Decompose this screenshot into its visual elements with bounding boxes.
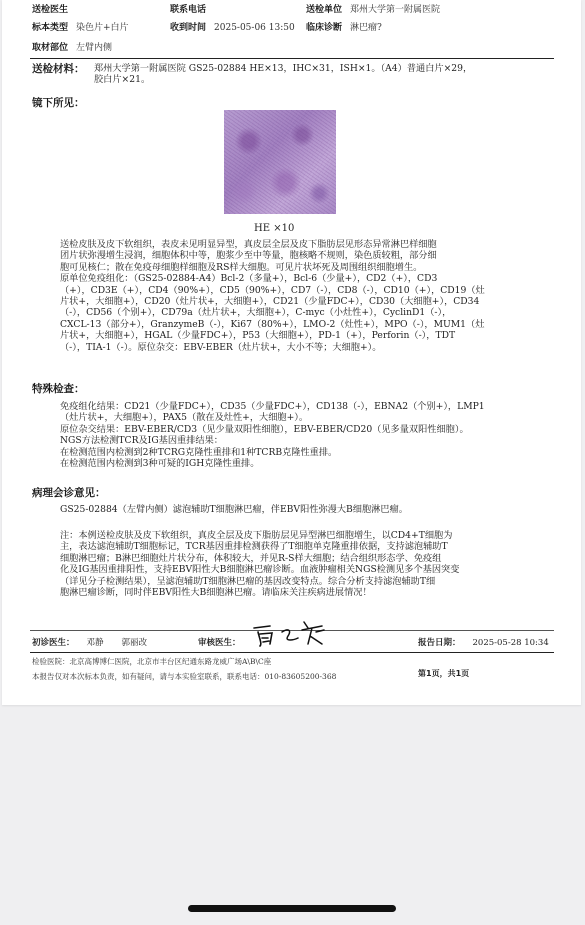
special-line: 在检测范围内检测到3种可疑的IGH克隆性重排。 xyxy=(60,458,260,470)
microscopy-line: 胞可见核仁；散在免疫母细胞样细胞及RS样大细胞。可见片状坏死及周围组织细胞增生。 xyxy=(60,261,423,273)
special-line: NGS方法检测TCR及IG基因重排结果： xyxy=(60,435,223,447)
sender-unit-field xyxy=(306,4,440,16)
field-label: 取材部位 xyxy=(32,43,69,53)
report-disclaimer: 本报告仅对本次标本负责，如有疑问，请与本实验室联系，联系电话：010-83605200-368 xyxy=(32,672,337,681)
microscopy-line: 片状+，大细胞+），CD20（灶片状+，大细胞+），CD21（少量FDC+），CD30（大细胞+），CD34 xyxy=(60,296,480,308)
note-line: 胞淋巴瘤诊断，同时伴EBV阳性大B细胞淋巴瘤。请临床关注疾病进展情况！ xyxy=(60,587,372,599)
field-label: 收到时间 xyxy=(170,23,207,33)
microscopy-line: 送检皮肤及皮下软组织，表皮未见明显异型，真皮层全层及皮下脂肪层见形态异常淋巴样细胞 xyxy=(60,239,437,250)
field-label: 送检医生 xyxy=(32,5,69,15)
specimen-type-field xyxy=(32,22,129,34)
microscopy-title: 镜下所见： xyxy=(32,97,85,109)
field-value: 左臂内侧 xyxy=(76,43,113,53)
microscopy-text xyxy=(60,239,552,353)
report-sheet xyxy=(2,0,581,705)
field-label: 临床诊断 xyxy=(306,23,343,33)
note-line: 化及IG基因重排阳性，支持EBV阳性大B细胞淋巴瘤诊断。血液肿瘤相关NGS检测见多个基因突变 xyxy=(60,564,460,576)
report-date-field xyxy=(418,638,549,649)
microscopy-line: （-），CD56（个别+），CD79a（灶片状+，大细胞+），C-myc（小灶性+），CyclinD1（-）， xyxy=(60,307,452,319)
special-line: 免疫组化结果：CD21（少量FDC+），CD35（少量FDC+），CD138（-），EBNA2（个别+），LMP1 xyxy=(60,401,485,412)
reviewer-field xyxy=(198,638,253,649)
footer-bottom-divider xyxy=(30,652,554,653)
material-text xyxy=(94,63,554,86)
field-label: 标本类型 xyxy=(32,23,69,33)
consult-diagnosis xyxy=(60,504,552,515)
microscopy-line: 片状+，大细胞+），HGAL（少量FDC+），P53（大细胞+），PD-1（+），Perforin（-），TDT xyxy=(60,330,456,342)
note-line: 主，表达滤泡辅助T细胞标记，TCR基因重排检测获得了T细胞单克隆重排依据，支持滤泡辅助T xyxy=(60,541,448,553)
field-value: 淋巴瘤? xyxy=(350,23,382,33)
special-line: 原位杂交结果：EBV-EBER/CD3（见少量双阳性细胞），EBV-EBER/CD20（见多量双阳性细胞）。 xyxy=(60,423,469,435)
field-label: 送检单位 xyxy=(306,5,343,15)
note-line: （详见分子检测结果），呈滤泡辅助T细胞淋巴瘤的基因改变特点。综合分析支持滤泡辅助T细 xyxy=(60,575,436,587)
he-micrograph-image xyxy=(224,110,336,214)
second-doctor-name: 郭丽改 xyxy=(121,638,148,648)
special-line: 在检测范围内检测到2种TCRG克隆性重排和1种TCRB克隆性重排。 xyxy=(60,446,338,458)
special-line: （灶片状+，大细胞+），PAX5（散在及灶性+，大细胞+）。 xyxy=(60,412,309,424)
microscopy-line: （+），CD3E（+），CD4（90%+），CD5（90%+），CD7（-），CD8（-），CD10（+），CD19（灶 xyxy=(60,284,485,296)
field-value: 染色片+白片 xyxy=(76,23,129,33)
contact-phone-field xyxy=(170,4,214,16)
diagnosis-line: GS25-02884（左臂内侧）滤泡辅助T细胞淋巴瘤，伴EBV阳性弥漫大B细胞淋巴瘤。 xyxy=(60,504,408,515)
microscopy-line: 原单位免疫组化：（GS25-02884-A4）Bcl-2（多量+），Bcl-6（少量+），CD2（+），CD3 xyxy=(60,273,438,285)
sampling-site-field xyxy=(32,42,112,54)
field-value: 2025-05-06 13:50 xyxy=(214,23,295,33)
material-line: 胶白片×21。 xyxy=(94,74,151,86)
material-title: 送检材料： xyxy=(32,63,85,75)
special-text xyxy=(60,401,552,469)
first-doctor-name: 邓静 xyxy=(86,638,104,648)
field-value: 郑州大学第一附属医院 xyxy=(350,5,441,15)
clinical-diagnosis-field xyxy=(306,22,382,34)
reviewer-label: 审核医生： xyxy=(198,638,241,648)
note-line: 注：本例送检皮肤及皮下软组织，真皮全层及皮下脂肪层见异型淋巴细胞增生，以CD4+T细胞为 xyxy=(60,530,453,541)
page-number: 第1页，共1页 xyxy=(418,669,470,678)
report-date-label: 报告日期： xyxy=(418,638,461,648)
sender-doctor-field xyxy=(32,4,76,16)
field-label: 联系电话 xyxy=(170,5,207,15)
header-divider xyxy=(30,58,554,59)
microscopy-line: 团片状弥漫增生浸润，细胞体积中等，胞浆少至中等量，胞核略不规则，染色质较粗，部分细 xyxy=(60,250,437,262)
special-title: 特殊检查： xyxy=(32,383,85,395)
material-line: 郑州大学第一附属医院 GS25-02884 HE×13，IHC×31，ISH×1。（A4）普通白片×29， xyxy=(94,63,473,74)
first-doctors-field xyxy=(32,638,147,649)
consult-title: 病理会诊意见： xyxy=(32,487,106,499)
microscopy-line: （-），TIA-1（-）。原位杂交：EBV-EBER（灶片状+，大小不等；大细胞+）。 xyxy=(60,341,382,353)
report-date-value: 2025-05-28 10:34 xyxy=(472,638,549,648)
received-time-field xyxy=(170,22,295,34)
reviewer-signature xyxy=(250,614,330,648)
micrograph-caption: HE ×10 xyxy=(254,223,295,234)
first-doctor-label: 初诊医生： xyxy=(32,638,75,648)
microscopy-line: CXCL-13（部分+），GranzymeB（-），Ki67（80%+），LMO-2（灶性+），MPO（-），MUM1（灶 xyxy=(60,318,485,330)
note-line: 细胞淋巴瘤；B淋巴细胞灶片状分布，体积较大，并见R-S样大细胞；结合组织形态学、免疫组 xyxy=(60,552,442,564)
consult-note xyxy=(60,530,552,598)
home-indicator-bar[interactable] xyxy=(188,905,396,912)
lab-address: 检验医院：北京高博博仁医院，北京市丰台区纪通东路龙威广场A\B\C座 xyxy=(32,657,272,666)
